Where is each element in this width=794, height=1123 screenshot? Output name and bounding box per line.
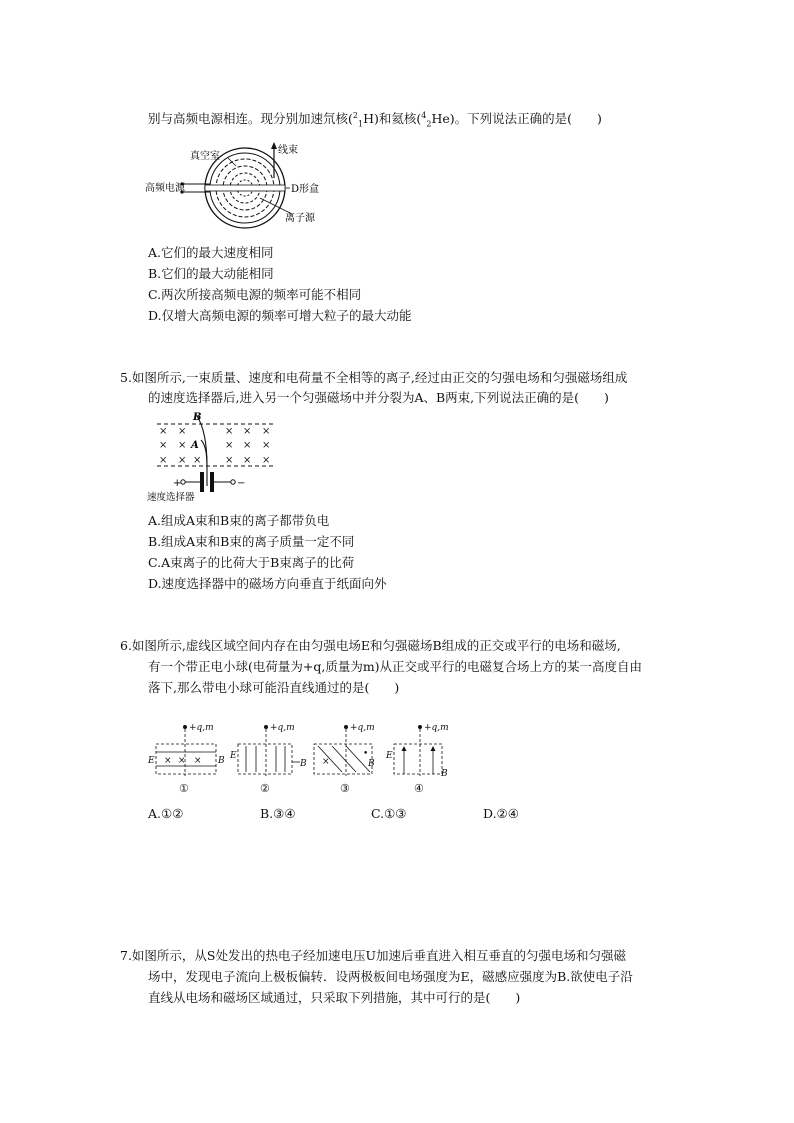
q6-option-c: C.①③: [371, 806, 407, 821]
q6-option-b: B.③④: [260, 806, 296, 821]
svg-text:①: ①: [179, 782, 189, 795]
q5-option-a: A.组成A束和B束的离子都带负电: [148, 513, 330, 528]
q5-stem-line-2: 的速度选择器后,进入另一个匀强磁场中并分裂为A、B两束,下列说法正确的是( ): [148, 390, 609, 405]
svg-text:×: ×: [178, 440, 187, 451]
svg-text:×: ×: [225, 426, 234, 437]
beam-b-label: B: [193, 412, 202, 423]
svg-text:B: B: [368, 759, 375, 769]
q6-option-d: D.②④: [483, 806, 519, 821]
minus-terminal: −: [237, 478, 246, 489]
q5-stem-line-1: 5.如图所示,一束质量、速度和电荷量不全相等的离子,经过由正交的匀强电场和匀强磁场组成: [120, 370, 628, 385]
svg-text:×: ×: [178, 426, 187, 437]
svg-text:+q,m: +q,m: [424, 723, 449, 733]
svg-text:×: ×: [159, 455, 168, 466]
cyclotron-figure: [140, 140, 340, 235]
q5-option-b: B.组成A束和B束的离子质量一定不同: [148, 534, 355, 549]
q4-stem-line: 别与高频电源相连。现分别加速氘核($^2_1$H)和氦核($^4_2$He)。下列说法正确的是( ): [148, 111, 602, 129]
q6-stem-line-2: 有一个带正电小球(电荷量为+q,质量为m)从正交或平行的电磁复合场上方的某一高度自由: [148, 659, 643, 674]
svg-text:×: ×: [164, 756, 172, 766]
diagram-1: [147, 723, 225, 795]
q5-option-d: D.速度选择器中的磁场方向垂直于纸面向外: [148, 576, 387, 591]
svg-text:×: ×: [322, 757, 330, 767]
diagram-3: [314, 723, 375, 795]
diagram-2: [229, 723, 307, 795]
plus-terminal: +: [173, 478, 182, 489]
diagram-4: [385, 723, 449, 795]
beam-label: 线束: [278, 145, 298, 156]
svg-text:×: ×: [243, 426, 252, 437]
field-diagrams: [142, 716, 462, 798]
svg-text:×: ×: [159, 426, 168, 437]
hf-source-label: 高频电源: [145, 183, 185, 194]
svg-text:×: ×: [243, 440, 252, 451]
svg-text:+q,m: +q,m: [189, 723, 214, 733]
svg-text:B: B: [218, 756, 225, 766]
svg-text:E: E: [386, 751, 393, 761]
helium-notation: $^4_2$He: [421, 111, 450, 129]
svg-text:E: E: [148, 756, 155, 766]
svg-text:×: ×: [178, 455, 187, 466]
q6-stem-line-1: 6.如图所示,虚线区域空间内存在由匀强电场E和匀强磁场B组成的正交或平行的电场和磁场,: [120, 638, 621, 653]
svg-text:×: ×: [193, 455, 202, 466]
svg-text:+q,m: +q,m: [270, 723, 295, 733]
q4-option-b: B.它们的最大动能相同: [148, 266, 274, 281]
svg-text:×: ×: [225, 440, 234, 451]
svg-text:B: B: [441, 769, 448, 779]
svg-text:③: ③: [340, 782, 350, 795]
svg-text:×: ×: [243, 455, 252, 466]
svg-text:④: ④: [414, 782, 424, 795]
svg-text:E: E: [230, 751, 237, 761]
q6-stem-line-3: 落下,那么带电小球可能沿直线通过的是( ): [148, 680, 400, 695]
ion-source-label: 离子源: [285, 213, 315, 224]
selector-label: 速度选择器: [147, 492, 195, 502]
svg-text:×: ×: [194, 756, 202, 766]
svg-text:×: ×: [262, 455, 271, 466]
q4-option-d: D.仅增大高频电源的频率可增大粒子的最大动能: [148, 308, 412, 323]
beam-a-label: A: [191, 440, 199, 451]
svg-text:B: B: [300, 759, 307, 769]
q7-stem-line-2: 场中，发现电子流向上极板偏转．设两极板间电场强度为E，磁感应强度为B.欲使电子沿: [148, 969, 633, 984]
svg-text:×: ×: [262, 426, 271, 437]
q7-stem-line-1: 7.如图所示，从S处发出的热电子经加速电压U加速后垂直进入相互垂直的匀强电场和匀强磁: [120, 948, 627, 963]
svg-text:•: •: [363, 749, 369, 759]
q4-option-c: C.两次所接高频电源的频率可能不相同: [148, 287, 362, 302]
svg-text:×: ×: [262, 440, 271, 451]
vacuum-chamber-label: 真空室: [190, 151, 220, 162]
svg-text:×: ×: [159, 440, 168, 451]
q5-option-c: C.A束离子的比荷大于B束离子的比荷: [148, 555, 355, 570]
q4-option-a: A.它们的最大速度相同: [148, 245, 274, 260]
deuteron-notation: $^2_1$H: [352, 111, 374, 129]
svg-text:×: ×: [225, 455, 234, 466]
svg-text:②: ②: [260, 782, 270, 795]
d-box-label: D形盒: [291, 184, 320, 195]
svg-text:+q,m: +q,m: [350, 723, 375, 733]
velocity-selector-figure: [145, 410, 280, 502]
svg-text:×: ×: [178, 756, 186, 766]
q6-option-a: A.①②: [148, 806, 184, 821]
q7-stem-line-3: 直线从电场和磁场区域通过，只采取下列措施，其中可行的是( ): [148, 990, 521, 1005]
